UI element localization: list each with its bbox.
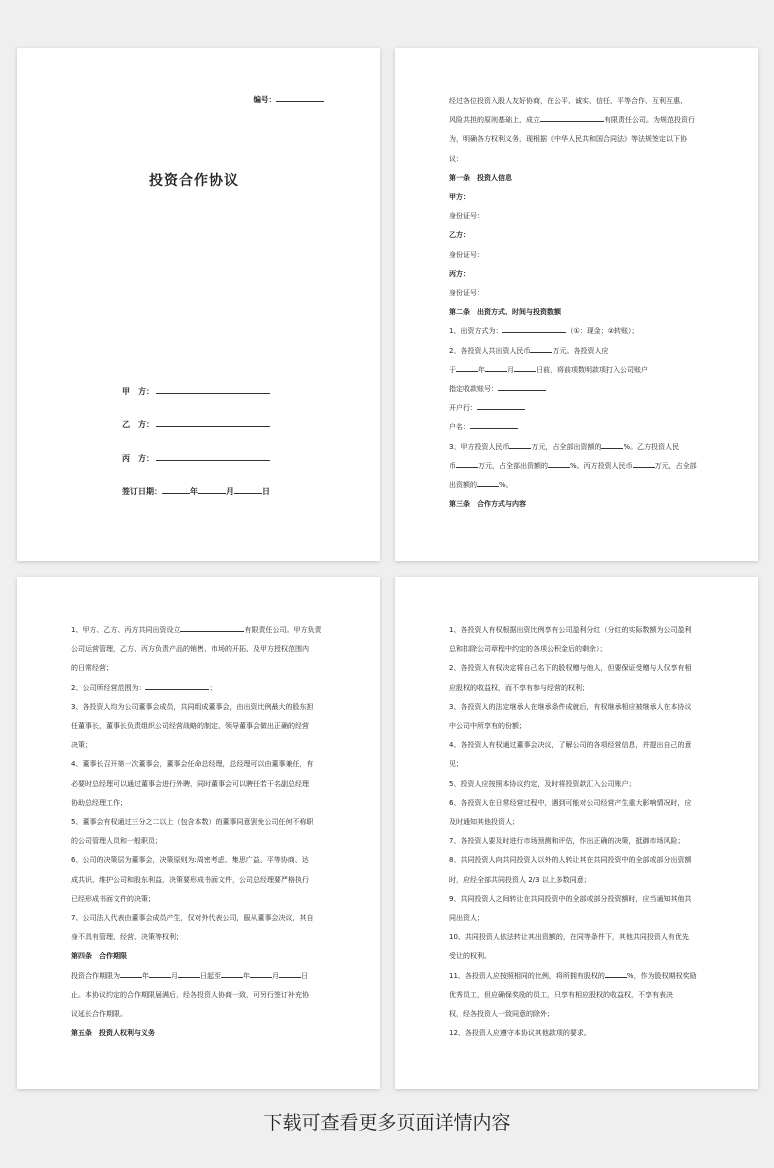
sign-date-line: 签订日期： 年 月 日: [122, 484, 270, 497]
page-cover: [17, 48, 380, 561]
article-2-heading: 第二条 出资方式、时间与投资数额: [449, 308, 561, 317]
party-b-line: 乙 方：: [122, 417, 270, 430]
document-title: 投资合作协议: [149, 173, 239, 189]
contract-number: 编号：: [254, 92, 325, 105]
page-2-text: 经过各位投资入股人友好协商，在公平、诚实、信任、平等合作、互利互惠、 风险共担的原则基础上，成立 有限责任公司。为规范投资行 为，明确各方权利义务，现根据《中华人民共和国合同法》等法规签定以下协 议： 第一条 投资人信息 甲方： 身份证号： 乙方： 身份证号： 丙方： 身份证号： 第二条 出资方式、时间与投资数额 1、出资方式为： （①：现金；②转账）； 2、各投资人共出资人民币 万元。各投资人应 于 年 月 日前，将前项数明款项打入公司账户 指定收款账号： 开户行： 户名： 3、甲方投资人民币 万元，占全部出资额的 %。乙方投资人民 币 万元，占全部出资额的 %。丙方投资人民币 万元，占全部 出资额的 %。 第三条 合作方式与内容: [449, 92, 708, 514]
article-4-heading: 第四条 合作期限: [71, 952, 127, 961]
page-4-text: 1、各投资人有权根据出资比例享有公司盈利分红（分红的实际数额为公司盈利 总和扣除公司章程中约定的各项公积金后的剩余）； 2、各投资人有权决定将自己名下的股权赠与他人，但要保证受赠与人仅享有相 应股权的收益权，而不享有参与经营的权利； 3、各投资人的法定继承人在继承条件成就后，有权继承相应被继承人在本协议 中公司中所享有的份额； 4、各投资人有权通过董事会决议，了解公司的各项经营信息，并提出自己的意 见； 5、投资人应按照本协议约定，及时将投资款汇入公司账户； 6、各投资人在日常经营过程中，遇到可能对公司经营产生重大影响情况时，应 及时通知其他投资人； 7、各投资人要及时进行市场预测和评估，作出正确的决策，抵御市场风险； 8、共同投资人向共同投资人以外的人转让其在共同投资中的全部或部分出资额 时，应经全部共同投资人 2/3 以上多数同意； 9、共同投资人之间转让在共同投资中的全部或部分投资额时，应当通知其他共 同出资人； 10、共同投资人依法转让其出资额的，在同等条件下，其他共同投资人有优先 受让的权利。 11、各投资人应按照相同的比例，将所拥有股权的 %，作为股权期权奖励 优秀员工，但应确保奖励的员工，只享有相应股权的收益权，不享有表决 权，经各投资人一致同意的除外； 12、各投资人应遵守本协议其他款项的要求。: [449, 626, 697, 1038]
page-4: [395, 577, 758, 1089]
page-2: [395, 48, 758, 561]
number-blank: [276, 92, 324, 102]
download-more-caption: 下载可查看更多页面详情内容: [263, 1112, 511, 1134]
article-3-heading: 第三条 合作方式与内容: [449, 500, 526, 509]
page-3: [17, 577, 380, 1089]
party-c-line: 丙 方：: [122, 451, 270, 464]
party-a-line: 甲 方：: [122, 384, 270, 397]
article-5-heading: 第五条 投资人权利与义务: [71, 1029, 155, 1038]
article-1-heading: 第一条 投资人信息: [449, 173, 512, 182]
page-3-text: 1、甲方、乙方、丙方共同出资设立 有限责任公司。甲方负责 公司运营管理，乙方、丙方负责产品的销售、市场的开拓、及甲方授权范围内 的日常经营； 2、公司所经营范围为： ； 3、各投资人均为公司董事会成员，共同组成董事会，由出资比例最大的股东担 任董事长，董事长负责组织公司经营战略的制定，领导董事会做出正确的经营 决策； 4、董事长召开第一次董事会，董事会任命总经理，总经理可以由董事兼任，有 必要时总经理可以通过董事会进行外聘，同时董事会可以聘任若干名副总经理 协助总经理工作； 5、董事会有权通过三分之二以上（包含本数）的董事同意罢免公司任何不称职 的公司管理人员和一般职员； 6、公司的决策层为董事会，决策原则为:周密考虑、集思广益、平等协商、达 成共识、维护公司和股东利益、决策要形成书面文件，公司总经理要严格执行 已经形成书面文件的决策； 7、公司法人代表由董事会成员产生，仅对外代表公司，服从董事会决议，其自 身不具有管理、经营、决策等权利； 第四条 合作期限 投资合作期限为 年 月 日起至 年 月 日 止。本协议约定的合作期限届满后，经各投资人协商一致，可另行签订补充协 议延长合作期限。 第五条 投资人权利与义务: [71, 621, 330, 1043]
